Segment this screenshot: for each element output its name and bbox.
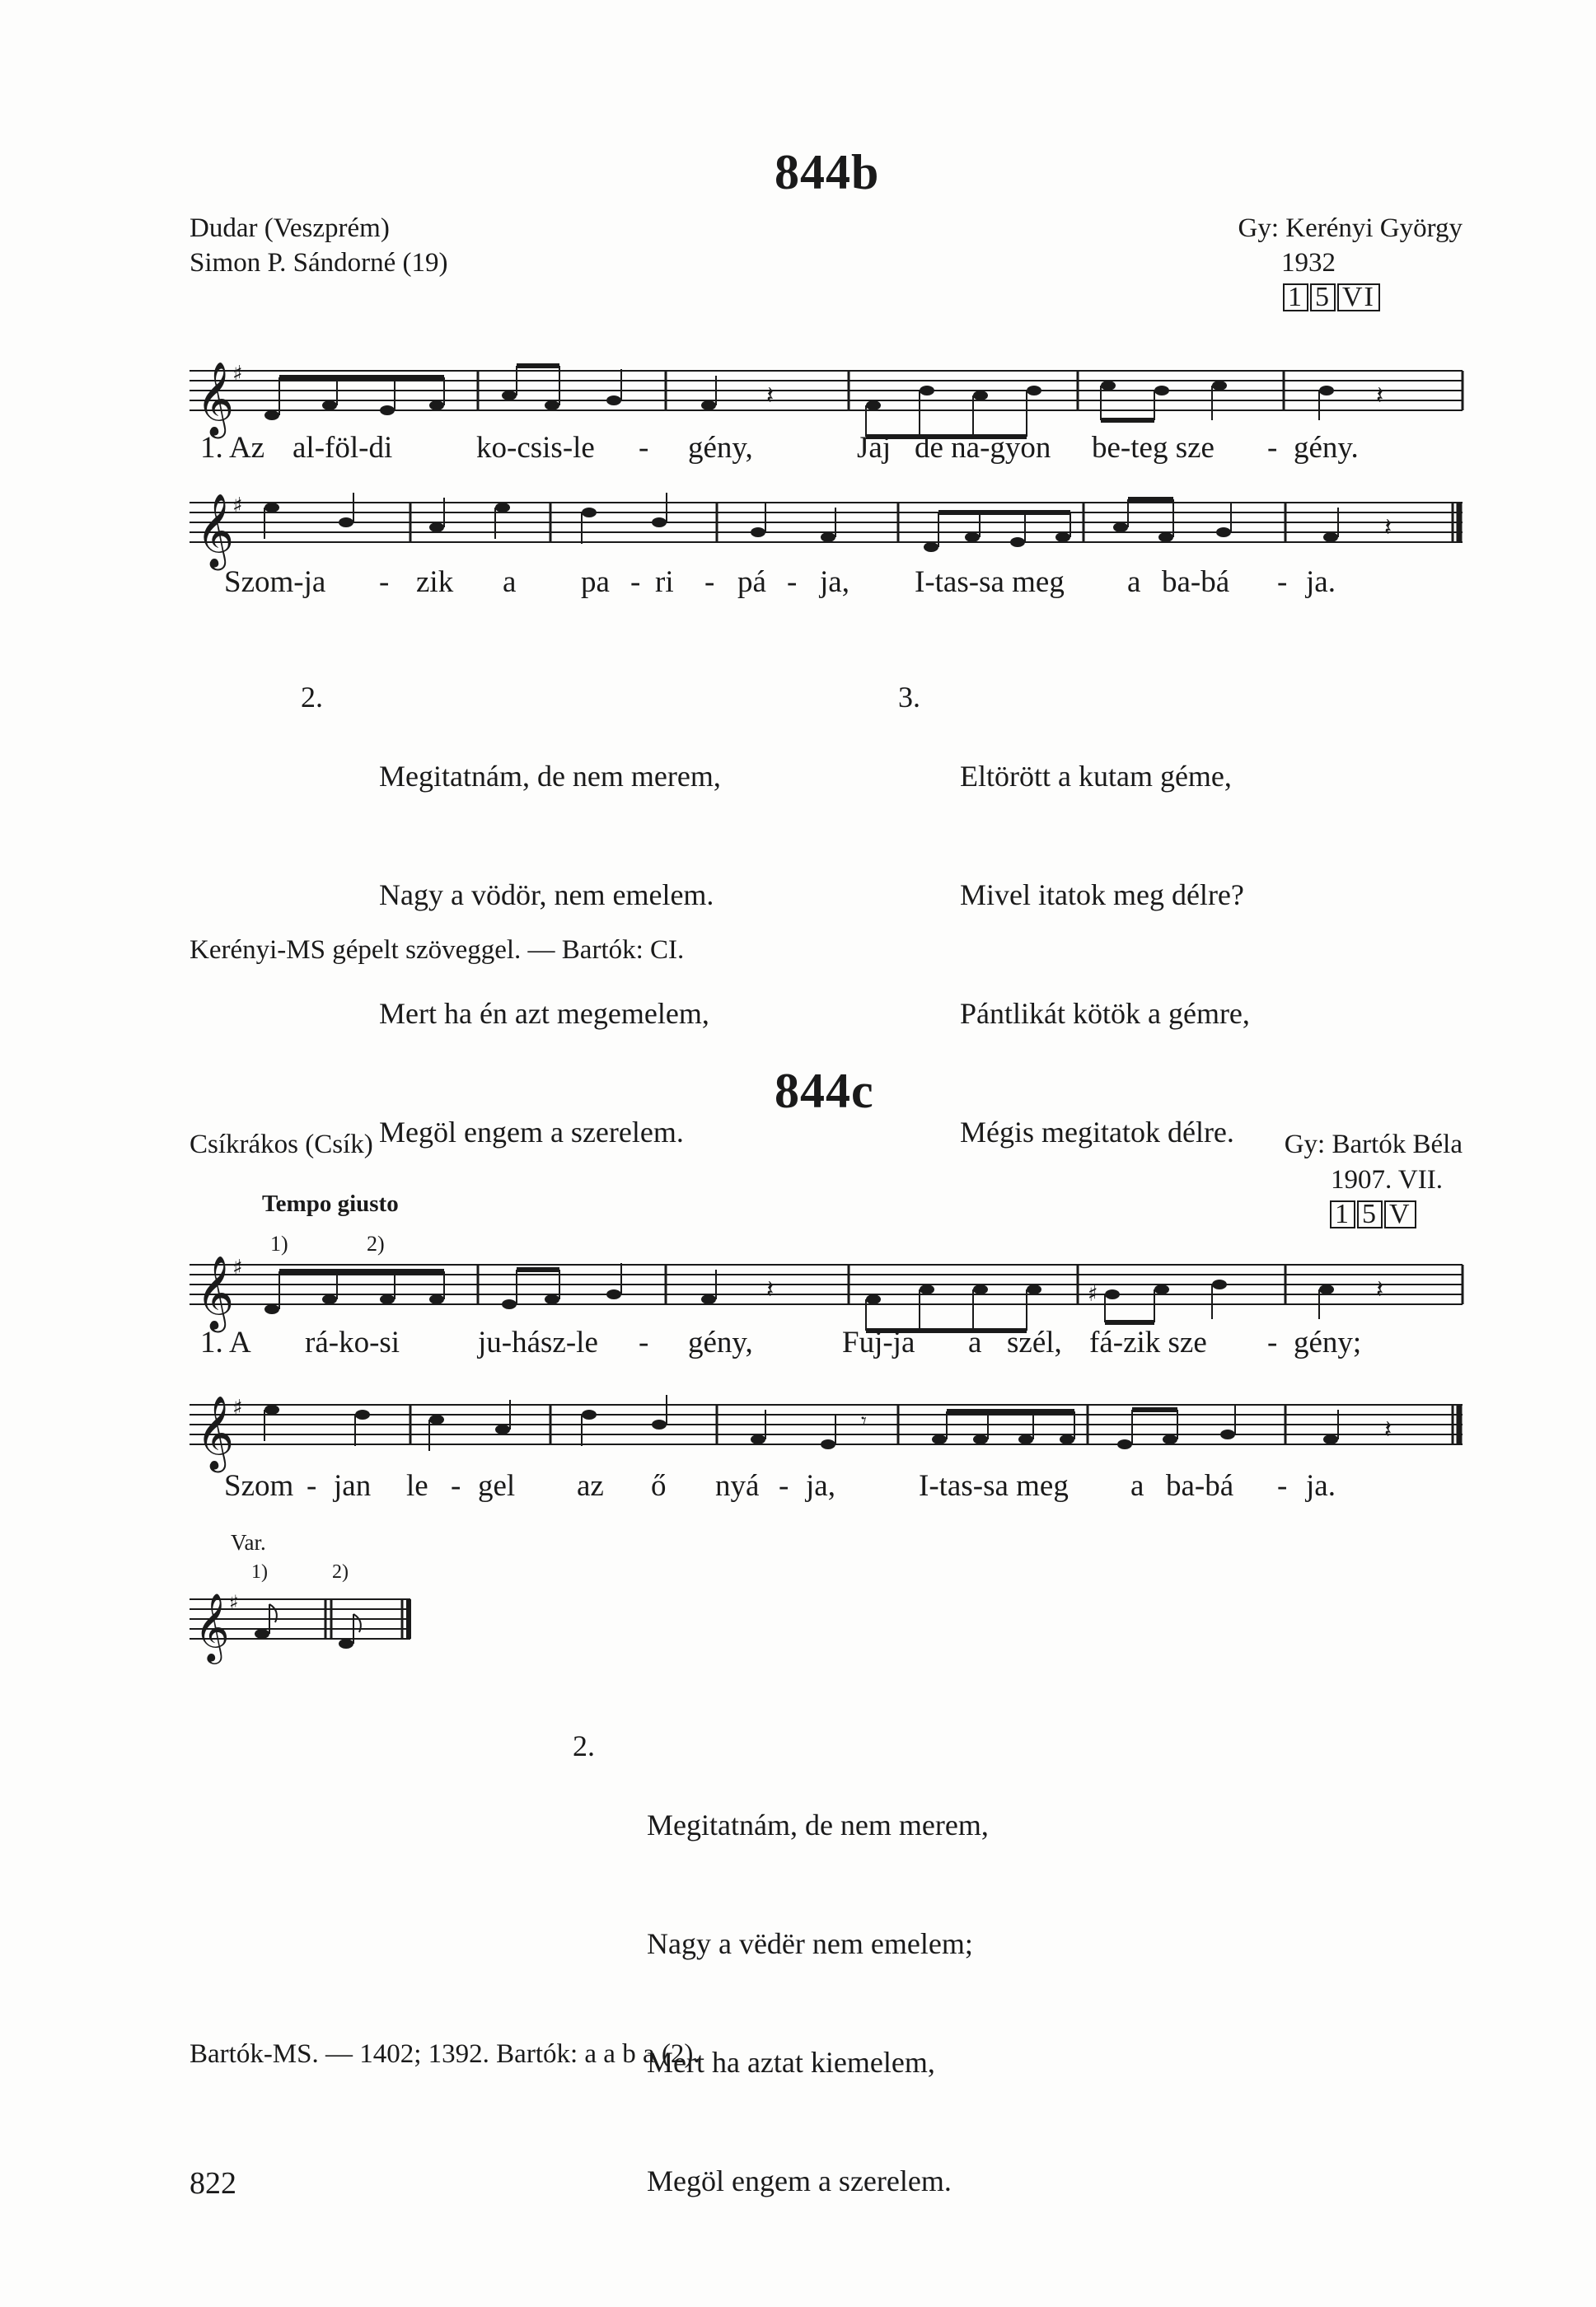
- lyric-syllable: ba-bá: [1162, 565, 1230, 599]
- verse-line: Megitatnám, de nem merem,: [647, 1809, 989, 1841]
- year-844b: 1932: [1281, 248, 1336, 278]
- footnote-mark-2: 2): [367, 1232, 385, 1256]
- lyric-syllable: a: [1130, 1469, 1144, 1503]
- svg-text:𝄞: 𝄞: [196, 1396, 235, 1470]
- lyric-syllable: ja,: [806, 1469, 835, 1503]
- lyric-syllable: nyá: [715, 1469, 760, 1503]
- svg-text:𝄞: 𝄞: [196, 494, 235, 568]
- code-part: 5: [1310, 283, 1336, 311]
- footnote-mark-1: 1): [270, 1232, 288, 1256]
- lyric-syllable: -: [1267, 1326, 1278, 1359]
- lyric-syllable: gény;: [1294, 1326, 1362, 1359]
- lyric-syllable: rá-ko-si: [305, 1326, 400, 1359]
- svg-text:𝄽: 𝄽: [1384, 513, 1392, 542]
- verse-line: Mégis megitatok délre.: [960, 1116, 1234, 1149]
- source-note-844c: Bartók-MS. — 1402; 1392. Bartók: a a b a (2).: [190, 2039, 700, 2069]
- lyric-syllable: -: [787, 565, 798, 599]
- lyric-syllable: ba-bá: [1166, 1469, 1234, 1503]
- lyric-syllable: zik: [416, 565, 454, 599]
- verse-line: Eltörött a kutam géme,: [960, 760, 1232, 793]
- lyric-syllable: -: [639, 431, 649, 465]
- lyric-syllable: ju-hász-le: [478, 1326, 598, 1359]
- lyric-syllable: fá-zik sze: [1089, 1326, 1207, 1359]
- lyric-syllable: a: [968, 1326, 982, 1359]
- svg-text:𝄞: 𝄞: [196, 362, 235, 436]
- collector-844b: Gy: Kerényi György: [1238, 213, 1463, 243]
- song-number-844b: 844b: [775, 145, 880, 199]
- lyric-syllable: al-föl-di: [293, 431, 393, 465]
- code-part: VI: [1337, 283, 1380, 311]
- code-part: V: [1384, 1200, 1416, 1228]
- collector-844c: Gy: Bartók Béla: [1284, 1130, 1463, 1159]
- song-number-844c: 844c: [775, 1064, 874, 1118]
- lyric-syllable: be-teg sze: [1092, 431, 1215, 465]
- svg-text:𝄽: 𝄽: [1376, 381, 1384, 410]
- lyric-syllable: -: [779, 1469, 789, 1503]
- verse-number: 2.: [301, 681, 323, 714]
- svg-text:𝄽: 𝄽: [766, 1275, 775, 1304]
- lyric-syllable: ko-csis-le: [476, 431, 595, 465]
- verse-number: 3.: [898, 681, 920, 714]
- lyric-syllable: pa: [581, 565, 610, 599]
- classification-code-844c: [1328, 1199, 1416, 1230]
- tempo-marking: Tempo giusto: [262, 1191, 399, 1217]
- code-part: 1: [1330, 1200, 1355, 1228]
- lyric-syllable: -: [1267, 431, 1278, 465]
- music-staff-844b-2: [190, 486, 1463, 577]
- verse-2-844c: [573, 1726, 1149, 2197]
- lyric-syllable: gény,: [688, 431, 753, 465]
- svg-text:𝄾: 𝄾: [861, 1409, 867, 1434]
- lyric-syllable: -: [379, 565, 390, 599]
- svg-text:♯: ♯: [232, 362, 243, 386]
- svg-text:𝄞: 𝄞: [194, 1592, 230, 1661]
- verse-line: Megöl engem a szerelem.: [379, 1116, 684, 1149]
- svg-text:♯: ♯: [232, 1256, 243, 1280]
- lyric-syllable: Szom-ja: [224, 565, 326, 599]
- lyric-syllable: szél,: [1007, 1326, 1062, 1359]
- place-844b: Dudar (Veszprém): [190, 213, 390, 243]
- svg-text:𝄽: 𝄽: [1384, 1416, 1392, 1444]
- lyric-syllable: az: [577, 1469, 604, 1503]
- lyric-syllable: a: [1127, 565, 1141, 599]
- lyric-syllable: ő: [651, 1469, 667, 1503]
- lyric-syllable: de na-gyon: [915, 431, 1051, 465]
- verse-3-844b: [898, 677, 1392, 1149]
- lyric-syllable: Szom: [224, 1469, 294, 1503]
- lyric-syllable: ja.: [1306, 565, 1336, 599]
- lyric-syllable: 1. Az: [200, 431, 265, 465]
- verse-line: Megöl engem a szerelem.: [647, 2164, 952, 2197]
- variant-staff: [190, 1586, 416, 1660]
- svg-text:𝄞: 𝄞: [196, 1256, 235, 1330]
- lyric-syllable: le: [406, 1469, 428, 1503]
- verse-line: Mert ha én azt megemelem,: [379, 997, 709, 1030]
- page-number: 822: [190, 2166, 236, 2201]
- classification-code-844b: [1281, 282, 1380, 313]
- lyric-syllable: 1. A: [200, 1326, 251, 1359]
- verse-line: Mivel itatok meg délre?: [960, 878, 1244, 911]
- variant-mark-1: 1): [251, 1561, 268, 1583]
- verse-line: Nagy a vëdër nem emelem;: [647, 1927, 973, 1960]
- lyric-syllable: -: [704, 565, 715, 599]
- svg-text:♯: ♯: [1088, 1282, 1098, 1307]
- lyric-syllable: -: [307, 1469, 317, 1503]
- place-844c: Csíkrákos (Csík): [190, 1130, 373, 1159]
- svg-text:𝄽: 𝄽: [766, 381, 775, 410]
- lyric-syllable: I-tas-sa meg: [915, 565, 1065, 599]
- lyric-syllable: gel: [478, 1469, 516, 1503]
- variant-label: Var.: [231, 1530, 266, 1555]
- lyric-syllable: ja,: [820, 565, 849, 599]
- lyric-syllable: -: [1277, 565, 1288, 599]
- lyric-syllable: Fuj-ja: [842, 1326, 915, 1359]
- lyric-syllable: -: [639, 1326, 649, 1359]
- lyric-syllable: -: [451, 1469, 461, 1503]
- lyric-syllable: Jaj: [857, 431, 892, 465]
- lyric-syllable: pá: [737, 565, 766, 599]
- lyric-syllable: a: [503, 565, 517, 599]
- verse-line: Megitatnám, de nem merem,: [379, 760, 721, 793]
- code-part: 1: [1283, 283, 1308, 311]
- lyric-syllable: -: [1277, 1469, 1288, 1503]
- source-note-844b: Kerényi-MS gépelt szöveggel. — Bartók: CI.: [190, 935, 685, 965]
- year-844c: 1907. VII.: [1331, 1165, 1443, 1195]
- verse-number: 2.: [573, 1729, 595, 1762]
- variant-mark-2: 2): [332, 1561, 349, 1583]
- svg-text:♯: ♯: [229, 1591, 239, 1614]
- code-part: 5: [1357, 1200, 1383, 1228]
- lyric-syllable: -: [630, 565, 641, 599]
- svg-text:𝄽: 𝄽: [1376, 1275, 1384, 1304]
- verse-line: Mert ha aztat kiemelem,: [647, 2046, 935, 2079]
- singer-844b: Simon P. Sándorné (19): [190, 248, 448, 278]
- svg-text:♯: ♯: [232, 1396, 243, 1420]
- lyric-syllable: gény.: [1294, 431, 1359, 465]
- lyric-syllable: ja.: [1306, 1469, 1336, 1503]
- music-staff-844c-2: [190, 1388, 1463, 1479]
- svg-text:♯: ♯: [232, 494, 243, 518]
- verse-line: Nagy a vödör, nem emelem.: [379, 878, 714, 911]
- verse-line: Pántlikát kötök a gémre,: [960, 997, 1250, 1030]
- lyric-syllable: jan: [334, 1469, 372, 1503]
- lyric-syllable: I-tas-sa meg: [919, 1469, 1069, 1503]
- lyric-syllable: gény,: [688, 1326, 753, 1359]
- lyric-syllable: ri: [655, 565, 674, 599]
